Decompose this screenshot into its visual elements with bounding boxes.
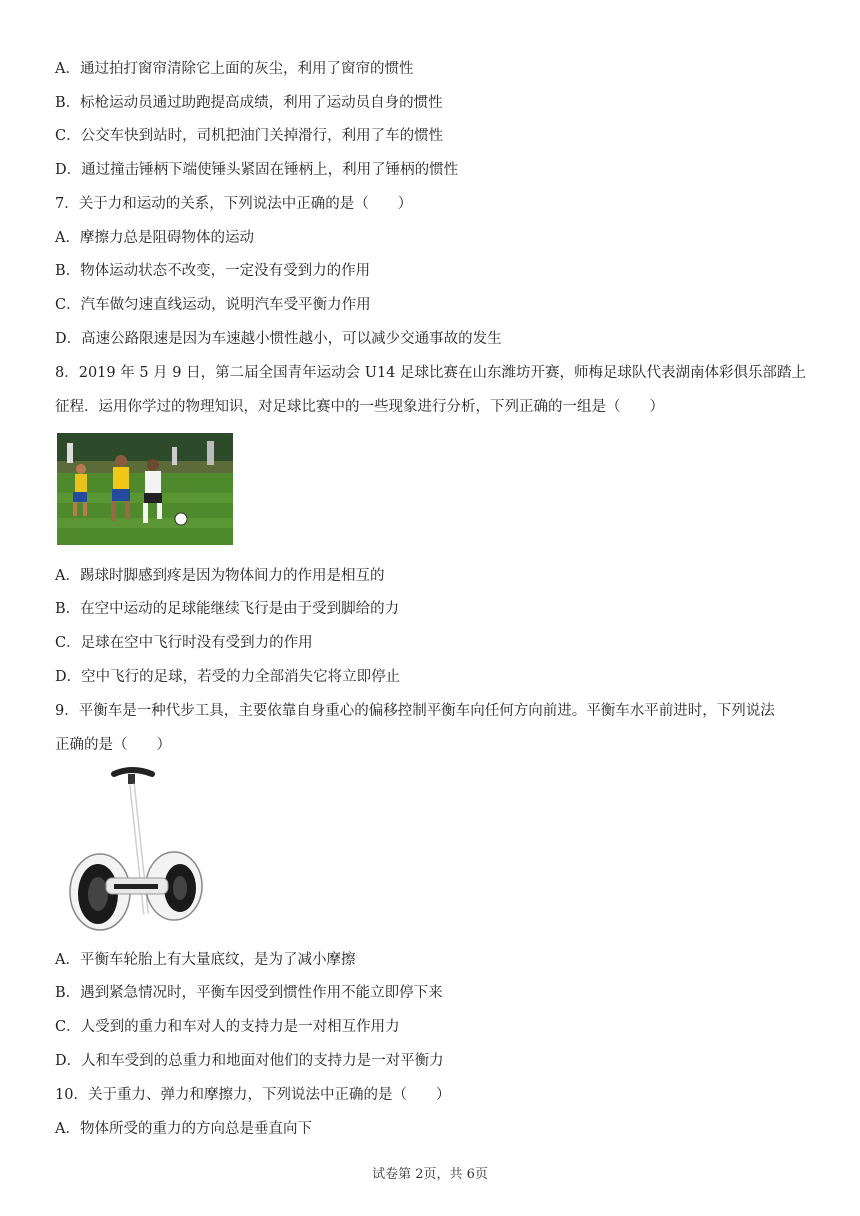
q6-option-b: B．标枪运动员通过助跑提高成绩，利用了运动员自身的惯性: [55, 95, 443, 111]
q8-stem-line1: 8．2019 年 5 月 9 日，第二届全国青年运动会 U14 足球比赛在山东潍坊开赛，师梅足球队代表湖南体彩俱乐部踏上: [55, 365, 807, 381]
q7-option-b: B．物体运动状态不改变，一定没有受到力的作用: [55, 263, 371, 279]
balance-scooter-image: [62, 766, 212, 938]
q9-stem-line2: 正确的是（ ）: [55, 737, 171, 753]
q6-option-a: A．通过拍打窗帘清除它上面的灰尘，利用了窗帘的惯性: [55, 61, 414, 77]
q8-stem-line2: 征程．运用你学过的物理知识，对足球比赛中的一些现象进行分析，下列正确的一组是（ ）: [55, 399, 664, 415]
q8-option-a: A．踢球时脚感到疼是因为物体间力的作用是相互的: [55, 568, 385, 584]
soccer-photo: [57, 433, 233, 545]
q6-option-d: D．通过撞击锤柄下端使锤头紧固在锤柄上，利用了锤柄的惯性: [55, 162, 459, 178]
q7-option-d: D．高速公路限速是因为车速越小惯性越小，可以减少交通事故的发生: [55, 331, 502, 347]
q9-option-d: D．人和车受到的总重力和地面对他们的支持力是一对平衡力: [55, 1053, 444, 1069]
q9-option-b: B．遇到紧急情况时，平衡车因受到惯性作用不能立即停下来: [55, 985, 443, 1001]
q9-option-a: A．平衡车轮胎上有大量底纹，是为了减小摩擦: [55, 952, 356, 968]
q7-stem: 7．关于力和运动的关系，下列说法中正确的是（ ）: [55, 196, 413, 212]
q7-option-a: A．摩擦力总是阻碍物体的运动: [55, 230, 254, 246]
q9-option-c: C．人受到的重力和车对人的支持力是一对相互作用力: [55, 1019, 400, 1035]
q6-option-c: C．公交车快到站时，司机把油门关掉滑行，利用了车的惯性: [55, 128, 444, 144]
q8-option-b: B．在空中运动的足球能继续飞行是由于受到脚给的力: [55, 601, 400, 617]
page-footer: 试卷第 2页，共 6页: [372, 1167, 488, 1182]
q10-stem: 10．关于重力、弹力和摩擦力，下列说法中正确的是（ ）: [55, 1087, 451, 1103]
q9-stem-line1: 9．平衡车是一种代步工具，主要依靠自身重心的偏移控制平衡车向任何方向前进。平衡车水平前进时，下列说法: [55, 703, 775, 719]
q10-option-a: A．物体所受的重力的方向总是垂直向下: [55, 1121, 312, 1137]
q8-option-c: C．足球在空中飞行时没有受到力的作用: [55, 635, 313, 651]
q7-option-c: C．汽车做匀速直线运动，说明汽车受平衡力作用: [55, 297, 371, 313]
q8-option-d: D．空中飞行的足球，若受的力全部消失它将立即停止: [55, 669, 401, 685]
